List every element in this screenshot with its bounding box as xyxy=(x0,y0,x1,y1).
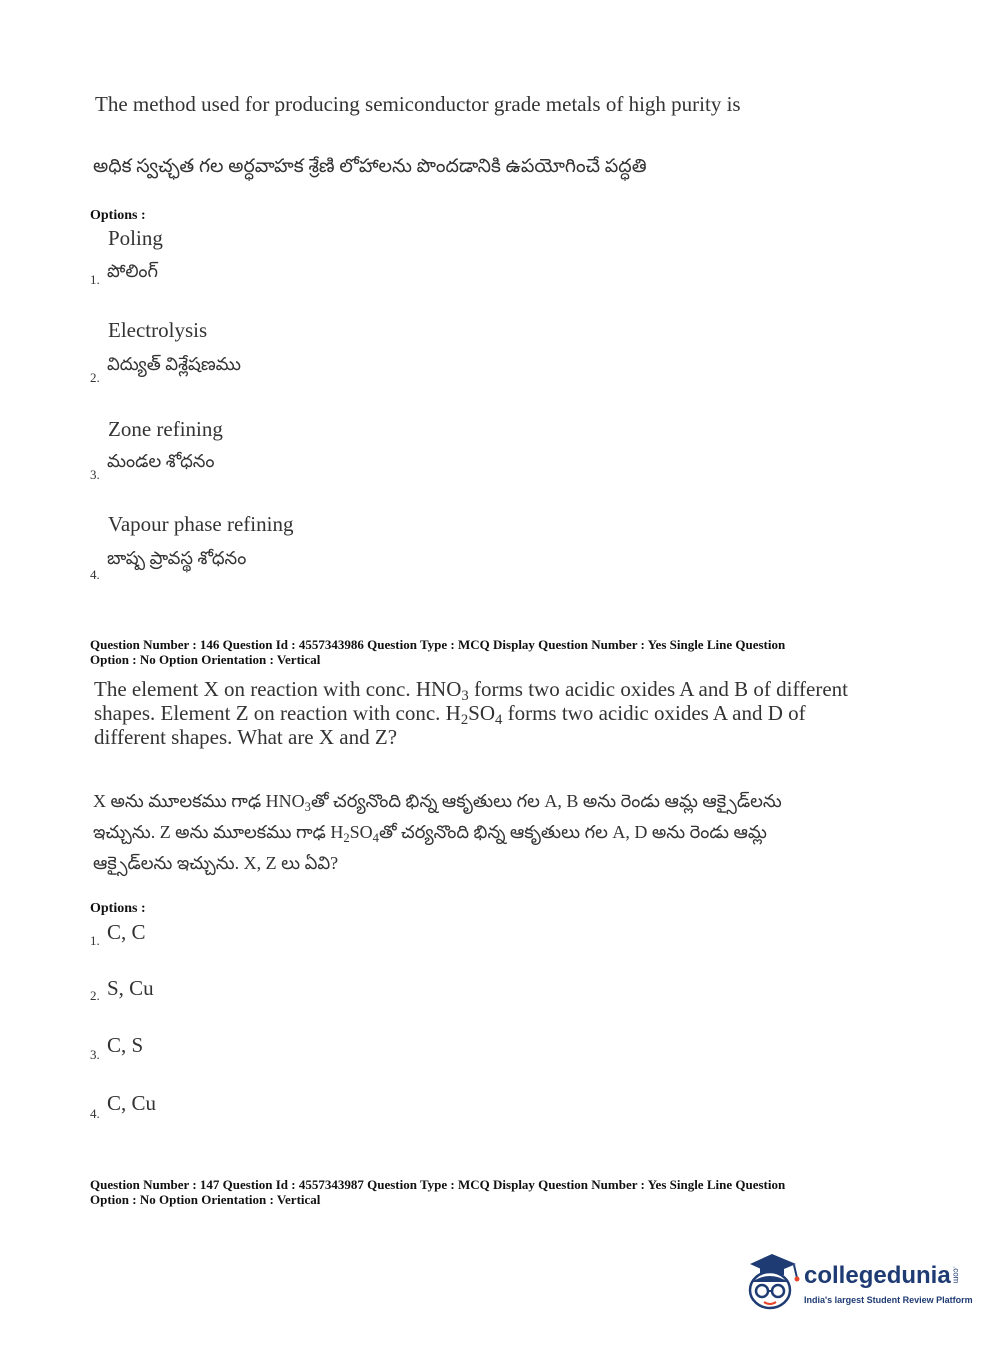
q146-question-en xyxy=(94,677,848,749)
logo-name: collegedunia xyxy=(804,1262,951,1289)
q146-question-te xyxy=(93,786,782,879)
q146-te-line2: ఇచ్చును. Z అను మూలకము గాఢ $H_2SO_4తో$ చర్యనొంది భిన్న ఆకృతులు గల A, D అను రెండు ఆమ్ల xyxy=(93,822,767,845)
option-text-te: విద్యుత్ విశ్లేషణము xyxy=(107,354,241,374)
q146-en-line2: shapes. Element Z on reaction with conc. $H_2SO_4$ forms two acidic oxides A and D of xyxy=(94,701,806,728)
option-number: 4. xyxy=(90,1106,100,1121)
logo-tagline: India's largest Student Review Platform xyxy=(804,1295,973,1305)
option-number: 1. xyxy=(90,272,100,287)
option-text-te: మండల శోధనం xyxy=(107,451,215,471)
collegedunia-logo xyxy=(740,1248,973,1314)
logo-wordmark xyxy=(804,1262,961,1290)
q145-options-label: Options : xyxy=(90,208,146,223)
q146-meta-line1: Question Number : 146 Question Id : 4557343986 Question Type : MCQ Display Question Number : Yes Single Line Question xyxy=(90,637,786,652)
option-text: C, Cu xyxy=(107,1091,157,1115)
q147-meta-line1: Question Number : 147 Question Id : 4557343987 Question Type : MCQ Display Question Number : Yes Single Line Question xyxy=(90,1177,786,1192)
option-text-en: Zone refining xyxy=(108,417,223,441)
option-number: 3. xyxy=(90,1047,100,1062)
option-text-en: Poling xyxy=(108,226,163,250)
q146-en-line1: The element X on reaction with conc. $HNO_3$ forms two acidic oxides A and B of different xyxy=(94,677,849,704)
option-number: 3. xyxy=(90,467,100,482)
option-text-te: పోలింగ్ xyxy=(107,261,158,281)
option-text: C, S xyxy=(107,1033,144,1057)
option-number: 1. xyxy=(90,933,100,948)
mascot-icon xyxy=(740,1248,802,1314)
q147-meta xyxy=(90,1177,785,1207)
option-text-en: Electrolysis xyxy=(108,318,208,342)
q146-meta xyxy=(90,637,785,667)
option-number: 2. xyxy=(90,988,100,1003)
q146-en-line3: different shapes. What are X and Z? xyxy=(94,725,398,749)
option-text-en: Vapour phase refining xyxy=(108,512,294,536)
q146-te-line3: ఆక్సైడ్‌లను ఇచ్చును. X, Z లు ఏవి? xyxy=(93,853,339,873)
option-text-te: బాష్ప ప్రావస్థ శోధనం xyxy=(107,548,247,568)
q145-question-te: అధిక స్వచ్ఛత గల అర్ధవాహక శ్రేణి లోహాలను పొందడానికి ఉపయోగించే పద్ధతి xyxy=(93,156,647,177)
q147-meta-line2: Option : No Option Orientation : Vertical xyxy=(90,1192,321,1207)
option-number: 2. xyxy=(90,370,100,385)
option-text: S, Cu xyxy=(107,976,154,1000)
q145-question-en: The method used for producing semiconductor grade metals of high purity is xyxy=(95,92,741,116)
option-text: C, C xyxy=(107,920,146,944)
q146-meta-line2: Option : No Option Orientation : Vertical xyxy=(90,652,321,667)
q146-options-label: Options : xyxy=(90,901,146,916)
option-number: 4. xyxy=(90,567,100,582)
logo-suffix: .com xyxy=(951,1265,961,1283)
q146-te-line1: X అను మూలకము గాఢ $HNO_3తో$ చర్యనొంది భిన్న ఆకృతులు గల A, B అను రెండు ఆమ్ల ఆక్సైడ్‌లను xyxy=(93,791,782,814)
